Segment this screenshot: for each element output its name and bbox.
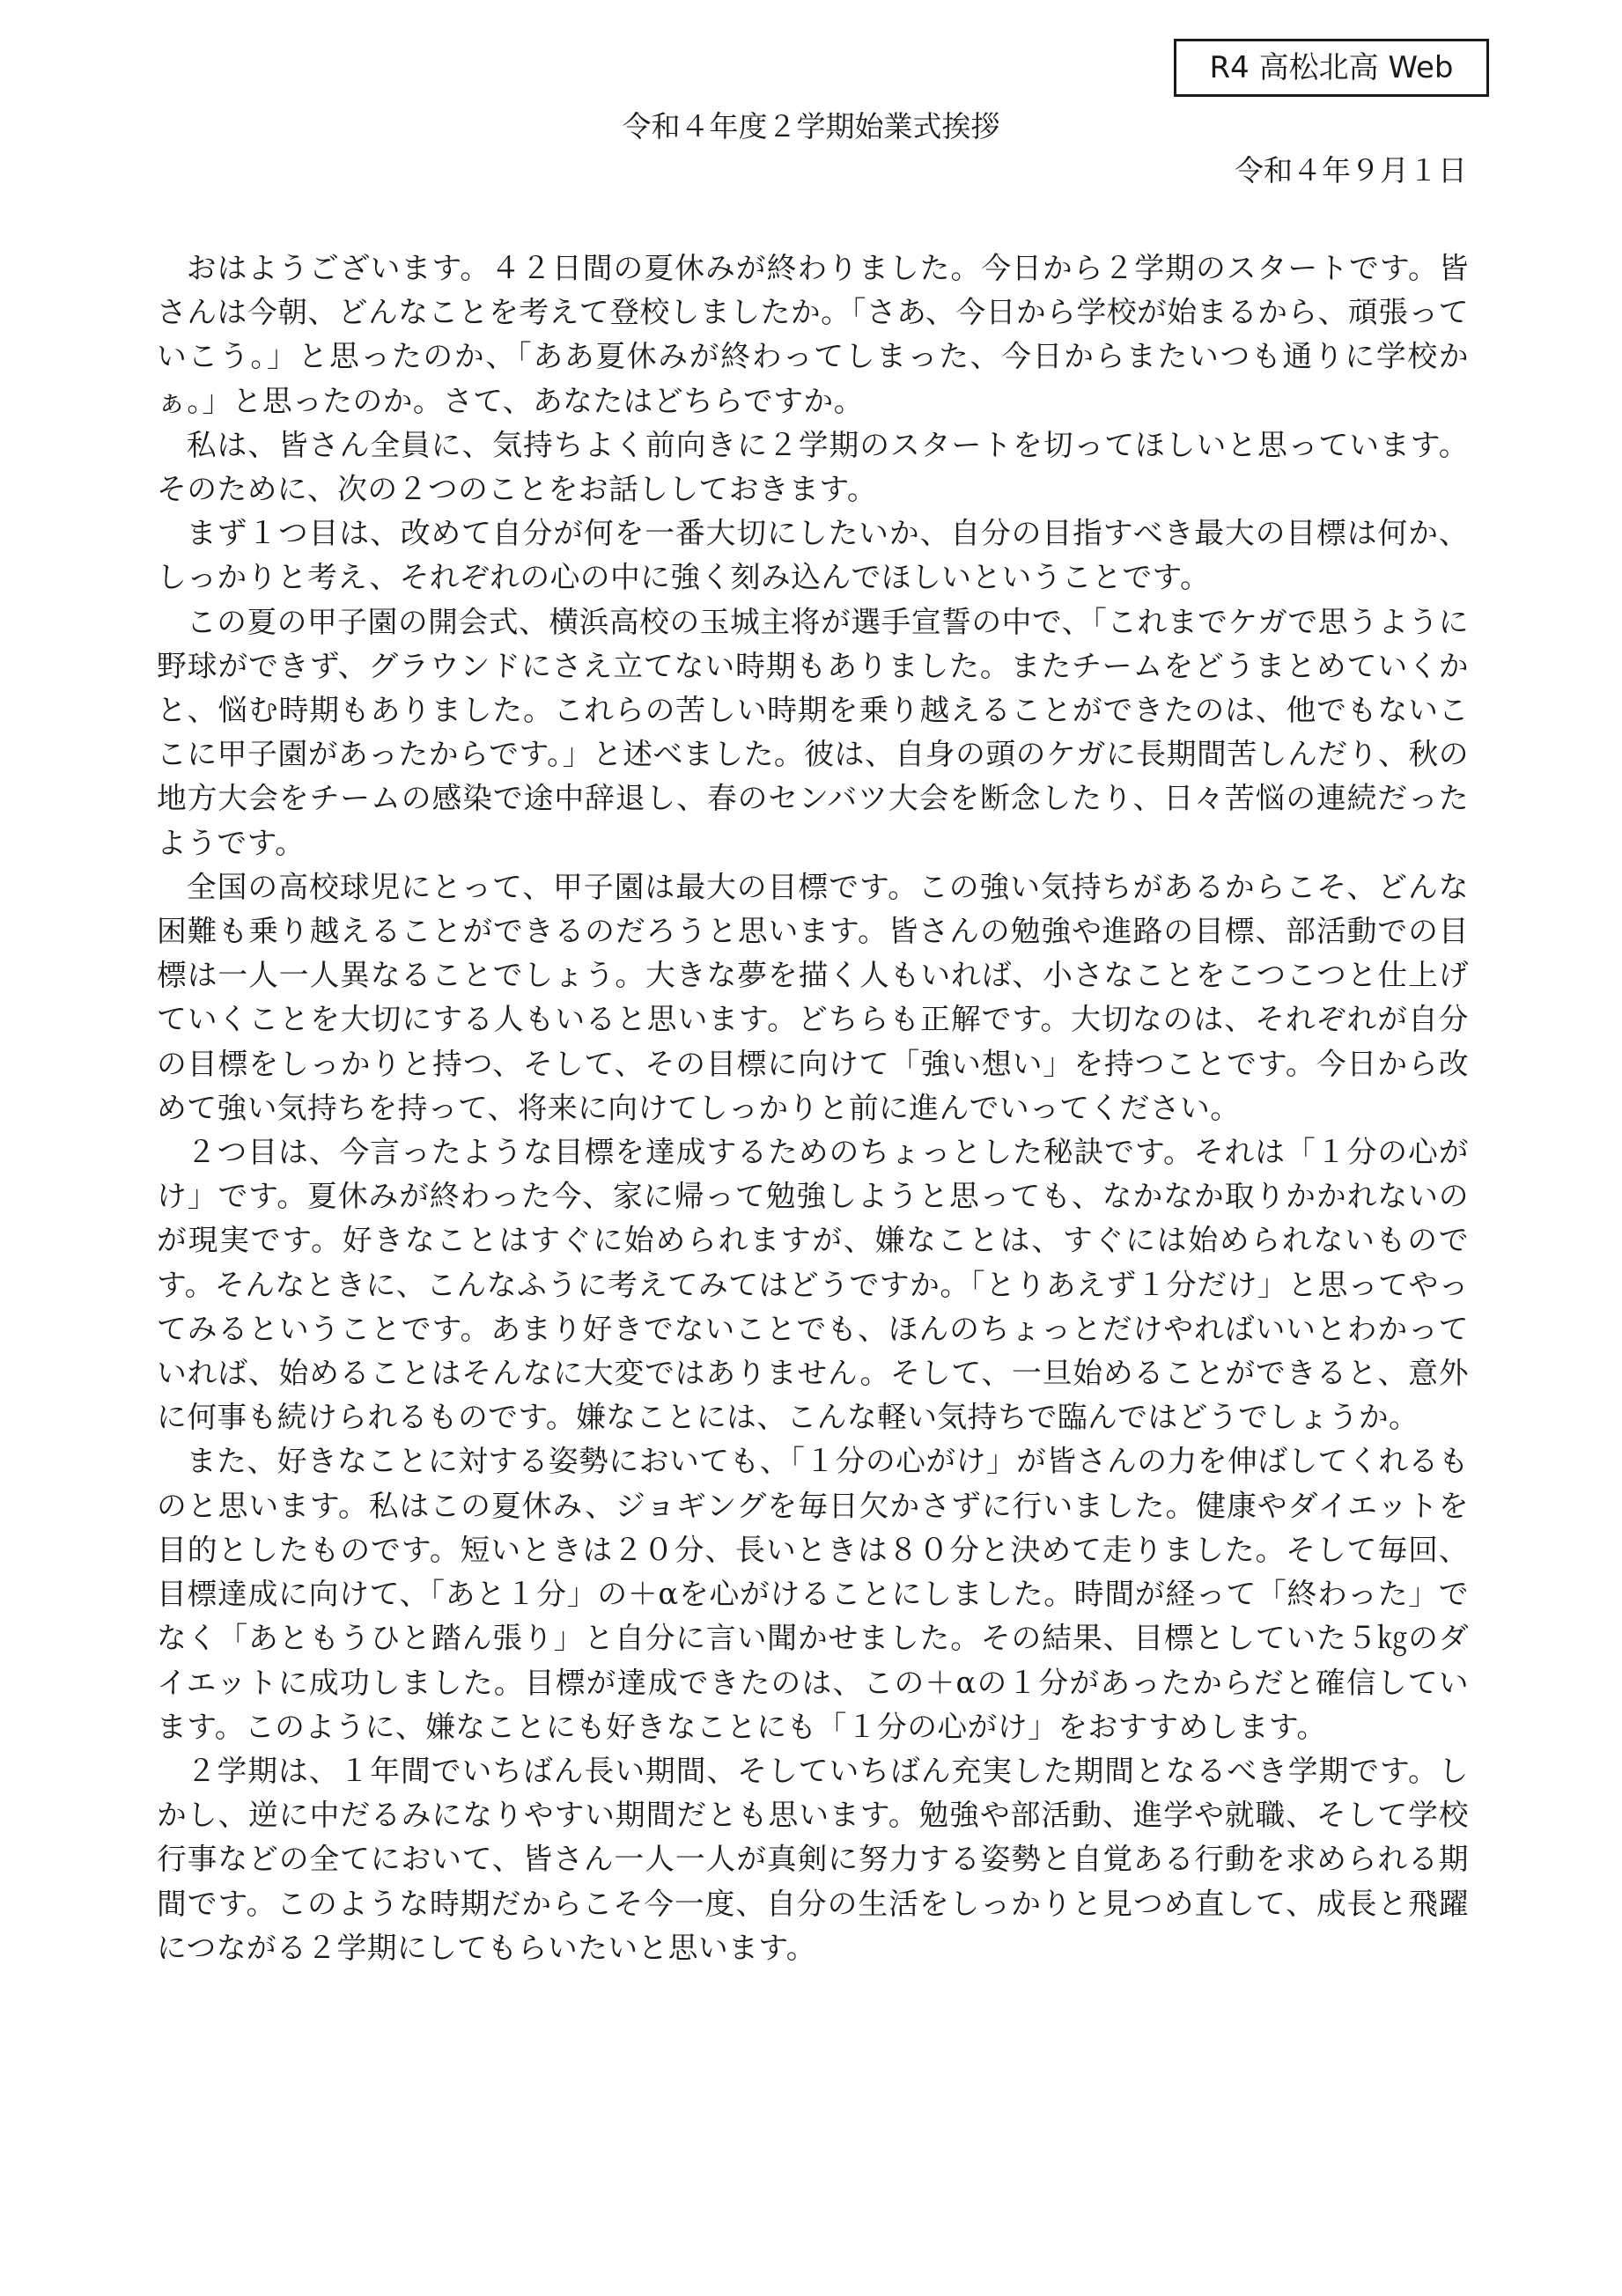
paragraph-5: 全国の高校球児にとって、甲子園は最大の目標です。この強い気持ちがあるからこそ、どんな困難も乗り越えることができるのだろうと思います。皆さんの勉強や進路の目標、部活動での目標は一人一人異なることでしょう。大きな夢を描く人もいれば、小さなことをこつこつと仕上げていくことを大切にする人もいると思います。どちらも正解です。大切なのは、それぞれが自分の目標をしっかりと持つ、そして、その目標に向けて「強い想い」を持つことです。今日から改めて強い気持ちを持って、将来に向けてしっかりと前に進んでいってください。 [157, 869, 1469, 1125]
paragraph-8: ２学期は、１年間でいちばん長い期間、そしていちばん充実した期間となるべき学期です。しかし、逆に中だるみになりやすい期間だとも思います。勉強や部活動、進学や就職、そして学校行事などの全てにおいて、皆さん一人一人が真剣に努力する姿勢と自覚ある行動を求められる期間です。このような時期だからこそ今一度、自分の生活をしっかりと見つめ直して、成長と飛躍につながる２学期にしてもらいたいと思います。 [157, 1753, 1469, 1965]
document-title: 令和４年度２学期始業式挨拶 [622, 109, 1000, 144]
paragraph-3: まず１つ目は、改めて自分が何を一番大切にしたいか、自分の目指すべき最大の目標は何か、しっかりと考え、それぞれの心の中に強く刻み込んでほしいということです。 [157, 516, 1469, 595]
paragraph-1: おはようございます。４２日間の夏休みが終わりました。今日から２学期のスタートです。皆さんは今朝、どんなことを考えて登校しましたか。「さあ、今日から学校が始まるから、頑張っていこう。」と思ったのか、「ああ夏休みが終わってしまった、今日からまたいつも通りに学校かぁ。」と思ったのか。さて、あなたはどちらですか。 [157, 251, 1469, 418]
paragraph-6: ２つ目は、今言ったような目標を達成するためのちょっとした秘訣です。それは「１分の心がけ」です。夏休みが終わった今、家に帰って勉強しようと思っても、なかなか取りかかれないのが現実です。好きなことはすぐに始められますが、嫌なことは、すぐには始められないものです。そんなときに、こんなふうに考えてみてはどうですか。「とりあえず１分だけ」と思ってやってみるということです。あまり好きでないことでも、ほんのちょっとだけやればいいとわかっていれば、始めることはそんなに大変ではありません。そして、一旦始めることができると、意外に何事も続けられるものです。嫌なことには、こんな軽い気持ちで臨んではどうでしょうか。 [157, 1135, 1469, 1435]
paragraph-2: 私は、皆さん全員に、気持ちよく前向きに２学期のスタートを切ってほしいと思っています。そのために、次の２つのことをお話ししておきます。 [157, 427, 1469, 507]
paragraph-7: また、好きなことに対する姿勢においても、「１分の心がけ」が皆さんの力を伸ばしてくれるものと思います。私はこの夏休み、ジョギングを毎日欠かさずに行いました。健康やダイエットを目的としたものです。短いときは２０分、長いときは８０分と決めて走りました。そして毎回、目標達成に向けて、「あと１分」の＋αを心がけることにしました。時間が経って「終わった」でなく「あともうひと踏ん張り」と自分に言い聞かせました。その結果、目標としていた５㎏のダイエットに成功しました。目標が達成できたのは、この＋αの１分があったからだと確信しています。このように、嫌なことにも好きなことにも「１分の心がけ」をおすすめします。 [157, 1444, 1469, 1744]
document-date: 令和４年９月１日 [1235, 153, 1467, 188]
web-badge: R4 高松北高 Web [1174, 39, 1489, 97]
paragraph-4: この夏の甲子園の開会式、横浜高校の玉城主将が選手宣誓の中で、「これまでケガで思うように野球ができず、グラウンドにさえ立てない時期もありました。またチームをどうまとめていくかと、悩む時期もありました。これらの苦しい時期を乗り越えることができたのは、他でもないここに甲子園があったからです。」と述べました。彼は、自身の頭のケガに長期間苦しんだり、秋の地方大会をチームの感染で途中辞退し、春のセンバツ大会を断念したり、日々苦悩の連続だったようです。 [157, 604, 1469, 860]
speech-body [157, 247, 1469, 1970]
